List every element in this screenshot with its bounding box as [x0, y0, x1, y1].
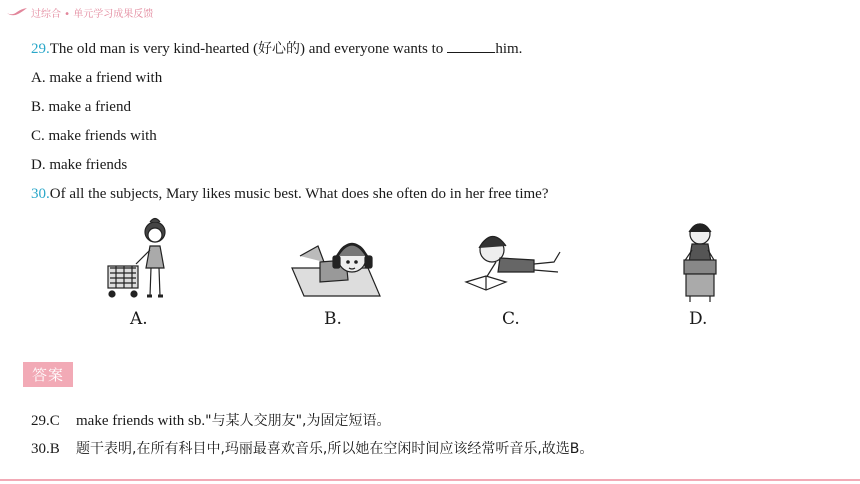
answer-text-cn: "与某人交朋友",为固定短语。	[205, 413, 391, 429]
answer-label-badge: 答案	[23, 362, 73, 387]
question-text-part: The old man is very kind-hearted (	[49, 41, 259, 57]
header-title: 过综合 • 单元学习成果反馈	[31, 8, 154, 20]
footer-divider	[0, 479, 860, 481]
question-number: 29.	[31, 41, 50, 57]
answer-29	[31, 410, 390, 430]
answer-blank	[447, 40, 495, 53]
option-d: D. make friends	[31, 157, 128, 173]
answer-text-en: make friends with sb.	[76, 413, 206, 429]
picture-label-d: D.	[689, 309, 708, 329]
girl-cooking-image	[650, 216, 760, 306]
question-text-end: him.	[495, 41, 523, 57]
girl-with-headphones-image	[290, 216, 400, 306]
page-header	[6, 4, 153, 20]
option-a: A. make a friend with	[31, 70, 163, 86]
question-chinese-gloss: 好心的	[258, 41, 301, 57]
question-30	[31, 185, 549, 203]
question-text-part: ) and everyone wants to	[300, 41, 444, 57]
picture-label-b: B.	[324, 309, 342, 329]
girl-with-shopping-cart-image	[98, 216, 208, 306]
option-b: B. make a friend	[31, 99, 131, 115]
picture-label-c: C.	[502, 309, 520, 329]
answer-key: 29.C	[31, 413, 60, 429]
answer-text-cn: 题干表明,在所有科目中,玛丽最喜欢音乐,所以她在空闲时间应该经常听音乐,故选B。	[76, 441, 594, 457]
question-text: Of all the subjects, Mary likes music best. What does she often do in her free time?	[49, 186, 549, 202]
option-c: C. make friends with	[31, 128, 157, 144]
answer-30	[31, 438, 593, 458]
brand-swoosh-icon	[6, 7, 28, 17]
question-number: 30.	[31, 186, 50, 202]
girl-reading-book-image	[462, 216, 572, 306]
question-29	[31, 40, 522, 58]
picture-label-a: A.	[130, 309, 148, 329]
answer-key: 30.B	[31, 441, 60, 457]
